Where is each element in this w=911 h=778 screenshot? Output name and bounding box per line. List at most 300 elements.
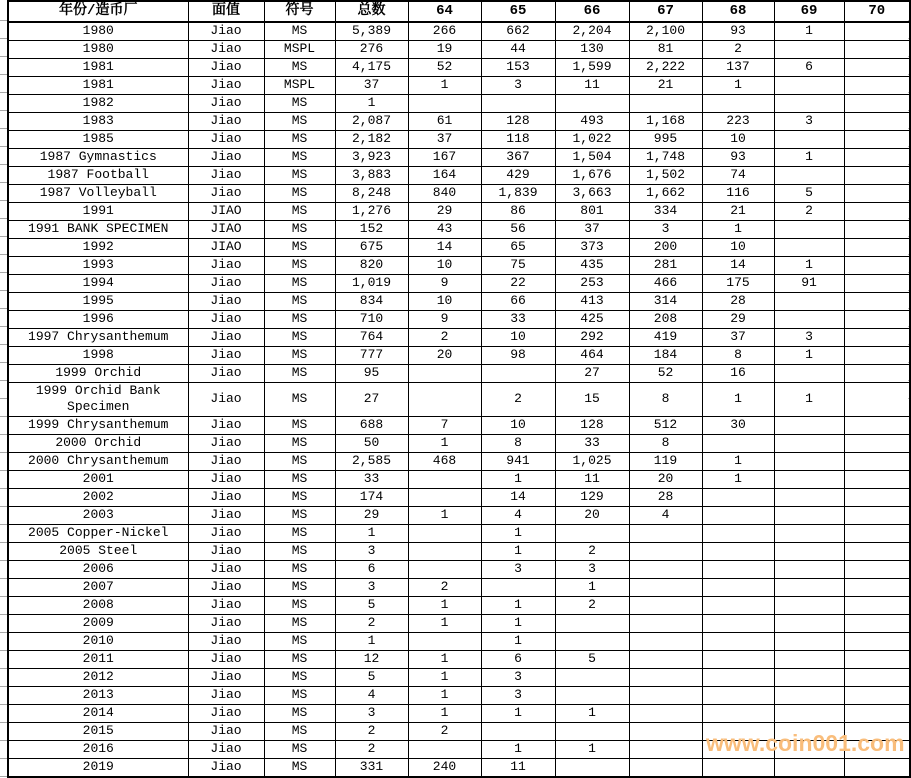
value-cell: Jiao [188, 452, 264, 470]
table-row [8, 311, 910, 329]
value-cell [844, 347, 910, 365]
value-cell: 208 [629, 311, 702, 329]
value-cell [408, 542, 481, 560]
column-header-grade-65: 65 [481, 1, 555, 22]
year-mint-cell: 1981 [8, 59, 188, 77]
value-cell: 6 [335, 560, 408, 578]
value-cell [774, 506, 844, 524]
value-cell: Jiao [188, 311, 264, 329]
value-cell [774, 293, 844, 311]
value-cell: 19 [408, 41, 481, 59]
value-cell [844, 77, 910, 95]
value-cell: 44 [481, 41, 555, 59]
value-cell: 468 [408, 452, 481, 470]
value-cell: 29 [335, 506, 408, 524]
value-cell [702, 668, 774, 686]
value-cell: 2 [481, 383, 555, 417]
year-mint-cell: 1999 Orchid Bank Specimen [8, 383, 188, 417]
sheet-gridline-stubs-left [0, 3, 7, 778]
table-row [8, 77, 910, 95]
value-cell [774, 365, 844, 383]
value-cell: Jiao [188, 668, 264, 686]
value-cell: MS [264, 668, 335, 686]
value-cell: 29 [702, 311, 774, 329]
value-cell: 6 [774, 59, 844, 77]
value-cell [774, 632, 844, 650]
value-cell: 5,389 [335, 22, 408, 41]
value-cell: 128 [481, 113, 555, 131]
value-cell: 314 [629, 293, 702, 311]
table-row [8, 95, 910, 113]
table-row [8, 722, 910, 740]
value-cell: 1,748 [629, 149, 702, 167]
value-cell: 3 [629, 221, 702, 239]
value-cell [774, 221, 844, 239]
value-cell: 200 [629, 239, 702, 257]
value-cell [629, 614, 702, 632]
value-cell: 118 [481, 131, 555, 149]
value-cell: 33 [555, 434, 629, 452]
value-cell: 1 [774, 383, 844, 417]
value-cell: 9 [408, 311, 481, 329]
value-cell: 1,019 [335, 275, 408, 293]
year-mint-cell: 2009 [8, 614, 188, 632]
watermark: www.coin001.com [706, 730, 905, 756]
value-cell [774, 614, 844, 632]
value-cell: 75 [481, 257, 555, 275]
table-row [8, 221, 910, 239]
year-mint-cell: 2006 [8, 560, 188, 578]
value-cell [844, 542, 910, 560]
value-cell [555, 758, 629, 777]
value-cell: 1 [481, 470, 555, 488]
table-row [8, 488, 910, 506]
value-cell [629, 758, 702, 777]
year-mint-cell: 2016 [8, 740, 188, 758]
column-header-year-mint: 年份/造币厂 [8, 1, 188, 22]
value-cell: 8 [629, 434, 702, 452]
value-cell: 37 [335, 77, 408, 95]
value-cell: 1 [335, 632, 408, 650]
value-cell: 1 [335, 95, 408, 113]
year-mint-cell: 1980 [8, 41, 188, 59]
value-cell: MS [264, 560, 335, 578]
value-cell: MS [264, 95, 335, 113]
value-cell [844, 614, 910, 632]
value-cell: 43 [408, 221, 481, 239]
value-cell: 1 [408, 434, 481, 452]
table-row [8, 614, 910, 632]
value-cell: 14 [408, 239, 481, 257]
value-cell: 174 [335, 488, 408, 506]
value-cell [555, 722, 629, 740]
value-cell [774, 167, 844, 185]
column-header-grade-64: 64 [408, 1, 481, 22]
value-cell [844, 275, 910, 293]
value-cell: 98 [481, 347, 555, 365]
value-cell [844, 329, 910, 347]
value-cell: MS [264, 452, 335, 470]
value-cell: 435 [555, 257, 629, 275]
value-cell [774, 596, 844, 614]
value-cell: MS [264, 488, 335, 506]
value-cell [702, 632, 774, 650]
value-cell: Jiao [188, 383, 264, 417]
value-cell [844, 668, 910, 686]
table-row [8, 203, 910, 221]
table-row [8, 347, 910, 365]
value-cell [774, 704, 844, 722]
year-mint-cell: 2001 [8, 470, 188, 488]
value-cell [702, 596, 774, 614]
year-mint-cell: 1987 Volleyball [8, 185, 188, 203]
column-header-total: 总数 [335, 1, 408, 22]
value-cell [555, 668, 629, 686]
value-cell: 33 [335, 470, 408, 488]
value-cell [844, 506, 910, 524]
table-row [8, 758, 910, 777]
year-mint-cell: 1987 Gymnastics [8, 149, 188, 167]
value-cell [408, 365, 481, 383]
value-cell: 1 [481, 542, 555, 560]
value-cell: MS [264, 293, 335, 311]
value-cell [774, 488, 844, 506]
value-cell: 93 [702, 149, 774, 167]
table-row [8, 41, 910, 59]
value-cell: Jiao [188, 329, 264, 347]
year-mint-cell: 2014 [8, 704, 188, 722]
value-cell: 8 [629, 383, 702, 417]
value-cell: 8 [702, 347, 774, 365]
value-cell [774, 578, 844, 596]
value-cell: 3 [481, 668, 555, 686]
year-mint-cell: 1991 BANK SPECIMEN [8, 221, 188, 239]
value-cell: 464 [555, 347, 629, 365]
value-cell: 820 [335, 257, 408, 275]
table-row [8, 578, 910, 596]
table-row [8, 383, 910, 417]
value-cell: 37 [702, 329, 774, 347]
value-cell: 3 [774, 329, 844, 347]
value-cell: 7 [408, 416, 481, 434]
value-cell: 834 [335, 293, 408, 311]
value-cell: 688 [335, 416, 408, 434]
value-cell: Jiao [188, 77, 264, 95]
value-cell [774, 452, 844, 470]
value-cell [702, 758, 774, 777]
value-cell: 292 [555, 329, 629, 347]
value-cell: 281 [629, 257, 702, 275]
table-row [8, 470, 910, 488]
value-cell: 128 [555, 416, 629, 434]
value-cell: 1,168 [629, 113, 702, 131]
value-cell: 1 [408, 686, 481, 704]
value-cell: MS [264, 203, 335, 221]
value-cell [629, 524, 702, 542]
value-cell: 2 [702, 41, 774, 59]
table-row [8, 329, 910, 347]
value-cell: MS [264, 740, 335, 758]
value-cell: 11 [481, 758, 555, 777]
value-cell: 10 [481, 329, 555, 347]
year-mint-cell: 2011 [8, 650, 188, 668]
value-cell [702, 650, 774, 668]
value-cell [702, 560, 774, 578]
value-cell: 15 [555, 383, 629, 417]
value-cell: 413 [555, 293, 629, 311]
value-cell: Jiao [188, 686, 264, 704]
value-cell [844, 383, 910, 417]
value-cell: 493 [555, 113, 629, 131]
value-cell: 93 [702, 22, 774, 41]
value-cell: 5 [335, 596, 408, 614]
year-mint-cell: 1996 [8, 311, 188, 329]
value-cell: MS [264, 383, 335, 417]
table-row [8, 239, 910, 257]
table-row [8, 275, 910, 293]
value-cell: 81 [629, 41, 702, 59]
year-mint-cell: 1997 Chrysanthemum [8, 329, 188, 347]
value-cell: MS [264, 311, 335, 329]
year-mint-cell: 2019 [8, 758, 188, 777]
value-cell: 1 [774, 347, 844, 365]
value-cell [844, 311, 910, 329]
value-cell: 1,839 [481, 185, 555, 203]
year-mint-cell: 2000 Chrysanthemum [8, 452, 188, 470]
value-cell: MS [264, 131, 335, 149]
table-row [8, 650, 910, 668]
year-mint-cell: 2015 [8, 722, 188, 740]
value-cell [844, 416, 910, 434]
value-cell: 941 [481, 452, 555, 470]
value-cell: 1 [408, 614, 481, 632]
year-mint-cell: 2007 [8, 578, 188, 596]
value-cell: Jiao [188, 488, 264, 506]
value-cell [844, 434, 910, 452]
value-cell: 466 [629, 275, 702, 293]
table-header [8, 1, 910, 22]
value-cell [844, 365, 910, 383]
value-cell [844, 596, 910, 614]
value-cell [844, 41, 910, 59]
year-mint-cell: 1999 Chrysanthemum [8, 416, 188, 434]
table-row [8, 452, 910, 470]
value-cell: MS [264, 239, 335, 257]
value-cell: 10 [702, 239, 774, 257]
value-cell: 512 [629, 416, 702, 434]
value-cell: 1 [702, 221, 774, 239]
value-cell: MS [264, 506, 335, 524]
value-cell: 1 [481, 614, 555, 632]
value-cell: 30 [702, 416, 774, 434]
value-cell: 2 [335, 740, 408, 758]
table-body [8, 22, 910, 777]
value-cell: Jiao [188, 632, 264, 650]
value-cell: MS [264, 416, 335, 434]
value-cell: MS [264, 614, 335, 632]
value-cell: Jiao [188, 758, 264, 777]
value-cell: 1 [774, 149, 844, 167]
value-cell [774, 95, 844, 113]
value-cell: 1 [774, 257, 844, 275]
value-cell: 240 [408, 758, 481, 777]
value-cell [844, 650, 910, 668]
value-cell: Jiao [188, 131, 264, 149]
value-cell [555, 614, 629, 632]
value-cell: MSPL [264, 77, 335, 95]
value-cell [844, 704, 910, 722]
value-cell: 840 [408, 185, 481, 203]
value-cell: Jiao [188, 41, 264, 59]
value-cell: 95 [335, 365, 408, 383]
value-cell: Jiao [188, 149, 264, 167]
table-row [8, 704, 910, 722]
value-cell: 710 [335, 311, 408, 329]
value-cell: MS [264, 578, 335, 596]
value-cell [774, 650, 844, 668]
value-cell: 4,175 [335, 59, 408, 77]
value-cell: 2,222 [629, 59, 702, 77]
value-cell [844, 578, 910, 596]
value-cell: MS [264, 704, 335, 722]
year-mint-cell: 1982 [8, 95, 188, 113]
year-mint-cell: 1983 [8, 113, 188, 131]
value-cell: 1,502 [629, 167, 702, 185]
value-cell: JIAO [188, 203, 264, 221]
value-cell [844, 293, 910, 311]
value-cell: 801 [555, 203, 629, 221]
value-cell: 2 [555, 596, 629, 614]
value-cell [629, 542, 702, 560]
value-cell: 3 [335, 704, 408, 722]
table-row [8, 131, 910, 149]
value-cell: 37 [408, 131, 481, 149]
value-cell: 675 [335, 239, 408, 257]
value-cell: 1 [481, 704, 555, 722]
year-mint-cell: 2013 [8, 686, 188, 704]
value-cell: 27 [555, 365, 629, 383]
value-cell [844, 185, 910, 203]
value-cell [774, 668, 844, 686]
value-cell [844, 257, 910, 275]
value-cell: 2 [408, 578, 481, 596]
value-cell [481, 722, 555, 740]
table-row [8, 632, 910, 650]
value-cell: 662 [481, 22, 555, 41]
value-cell: Jiao [188, 506, 264, 524]
value-cell: 1 [555, 704, 629, 722]
table-row [8, 257, 910, 275]
value-cell: 11 [555, 77, 629, 95]
value-cell: 119 [629, 452, 702, 470]
value-cell: Jiao [188, 22, 264, 41]
table-row [8, 740, 910, 758]
year-mint-cell: 2012 [8, 668, 188, 686]
value-cell: 50 [335, 434, 408, 452]
value-cell: 1,025 [555, 452, 629, 470]
value-cell: JIAO [188, 221, 264, 239]
value-cell: Jiao [188, 167, 264, 185]
value-cell: MS [264, 365, 335, 383]
value-cell [629, 704, 702, 722]
value-cell: 16 [702, 365, 774, 383]
value-cell [844, 686, 910, 704]
table-row [8, 185, 910, 203]
value-cell: Jiao [188, 704, 264, 722]
value-cell: 5 [555, 650, 629, 668]
value-cell [702, 740, 774, 758]
value-cell: 22 [481, 275, 555, 293]
value-cell: 14 [702, 257, 774, 275]
value-cell: Jiao [188, 722, 264, 740]
year-mint-cell: 2005 Copper-Nickel [8, 524, 188, 542]
value-cell: MS [264, 722, 335, 740]
value-cell: 3,923 [335, 149, 408, 167]
value-cell [408, 740, 481, 758]
value-cell: 2,087 [335, 113, 408, 131]
value-cell: MS [264, 686, 335, 704]
table-row [8, 506, 910, 524]
value-cell: 1,599 [555, 59, 629, 77]
value-cell: Jiao [188, 470, 264, 488]
value-cell: 28 [629, 488, 702, 506]
value-cell [774, 740, 844, 758]
value-cell: 1,276 [335, 203, 408, 221]
value-cell: 1 [702, 452, 774, 470]
value-cell [408, 383, 481, 417]
value-cell: MS [264, 596, 335, 614]
table-row [8, 434, 910, 452]
value-cell: Jiao [188, 185, 264, 203]
value-cell: MSPL [264, 41, 335, 59]
value-cell [844, 203, 910, 221]
value-cell [481, 365, 555, 383]
header-row [8, 1, 910, 22]
year-mint-cell: 1995 [8, 293, 188, 311]
value-cell [774, 524, 844, 542]
value-cell: MS [264, 434, 335, 452]
value-cell: 2 [335, 614, 408, 632]
value-cell: MS [264, 59, 335, 77]
value-cell [629, 722, 702, 740]
year-mint-cell: 2008 [8, 596, 188, 614]
value-cell: 33 [481, 311, 555, 329]
value-cell: Jiao [188, 650, 264, 668]
value-cell [844, 59, 910, 77]
value-cell: 164 [408, 167, 481, 185]
column-header-grade-66: 66 [555, 1, 629, 22]
value-cell [629, 560, 702, 578]
value-cell: 1 [408, 77, 481, 95]
table-row [8, 596, 910, 614]
value-cell: 152 [335, 221, 408, 239]
value-cell: Jiao [188, 524, 264, 542]
value-cell: 12 [335, 650, 408, 668]
table-row [8, 149, 910, 167]
value-cell [774, 758, 844, 777]
year-mint-cell: 1994 [8, 275, 188, 293]
year-mint-cell: 2000 Orchid [8, 434, 188, 452]
table-row [8, 293, 910, 311]
column-header-symbol: 符号 [264, 1, 335, 22]
value-cell: 764 [335, 329, 408, 347]
value-cell: 5 [774, 185, 844, 203]
value-cell: 1 [555, 578, 629, 596]
value-cell [774, 686, 844, 704]
value-cell [774, 542, 844, 560]
value-cell [844, 113, 910, 131]
value-cell [481, 95, 555, 113]
